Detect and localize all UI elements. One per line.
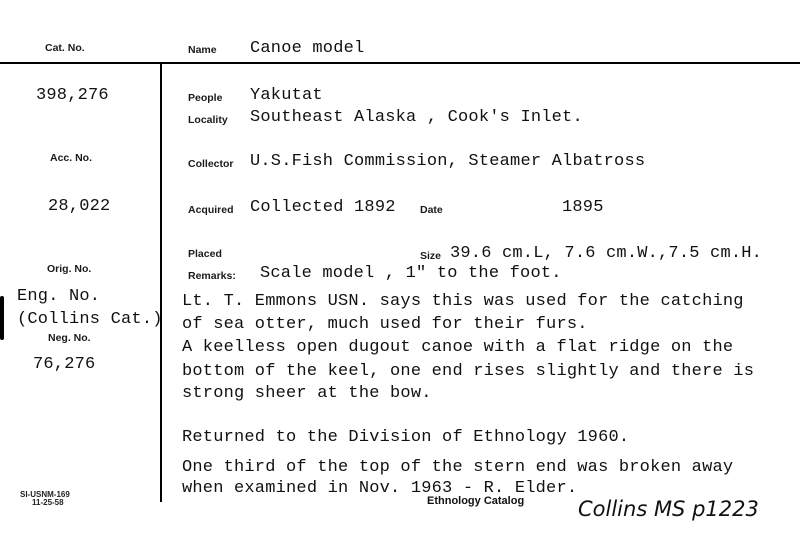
body-line: strong sheer at the bow. — [182, 384, 432, 403]
left-edge-mark — [0, 296, 4, 340]
date-value: 1895 — [562, 198, 604, 217]
form-number: SI-USNM-169 — [20, 490, 70, 499]
collins-cat-label: (Collins Cat.) — [17, 310, 163, 329]
body-line: One third of the top of the stern end was broken away — [182, 458, 734, 477]
neg-no-label: Neg. No. — [48, 332, 91, 344]
date-label: Date — [420, 204, 443, 216]
acc-no-value: 28,022 — [48, 197, 111, 216]
body-line: of sea otter, much used for their furs. — [182, 315, 588, 334]
handwritten-reference: Collins MS p1223 — [578, 497, 759, 521]
size-value: 39.6 cm.L, 7.6 cm.W.,7.5 cm.H. — [450, 244, 763, 263]
people-label: People — [188, 92, 223, 104]
eng-no-label: Eng. No. — [17, 287, 101, 306]
body-line: Lt. T. Emmons USN. says this was used for the catching — [182, 292, 744, 311]
form-date: 11-25-58 — [32, 498, 64, 507]
people-value: Yakutat — [250, 86, 323, 105]
body-line: Returned to the Division of Ethnology 1960. — [182, 428, 630, 447]
acquired-value: Collected 1892 — [250, 198, 396, 217]
header-rule — [0, 62, 800, 64]
locality-label: Locality — [188, 114, 228, 126]
name-value: Canoe model — [250, 39, 365, 58]
body-line: A keelless open dugout canoe with a flat ridge on the — [182, 338, 734, 357]
cat-no-value: 398,276 — [36, 86, 109, 105]
orig-no-label: Orig. No. — [47, 263, 92, 275]
acquired-label: Acquired — [188, 204, 234, 216]
neg-no-value: 76,276 — [33, 355, 96, 374]
placed-label: Placed — [188, 248, 222, 260]
body-line: bottom of the keel, one end rises slightly and there is — [182, 362, 755, 381]
collector-value: U.S.Fish Commission, Steamer Albatross — [250, 152, 646, 171]
remarks-label: Remarks: — [188, 270, 236, 282]
collector-label: Collector — [188, 158, 234, 170]
cat-no-label: Cat. No. — [45, 42, 85, 54]
ethnology-catalog-label: Ethnology Catalog — [427, 495, 525, 507]
name-label: Name — [188, 44, 217, 56]
body-line: when examined in Nov. 1963 - R. Elder. — [182, 479, 578, 498]
acc-no-label: Acc. No. — [50, 152, 93, 164]
remarks-value: Scale model , 1" to the foot. — [260, 264, 562, 283]
locality-value: Southeast Alaska , Cook's Inlet. — [250, 108, 583, 127]
column-divider — [160, 62, 162, 502]
size-label: Size — [420, 250, 442, 262]
